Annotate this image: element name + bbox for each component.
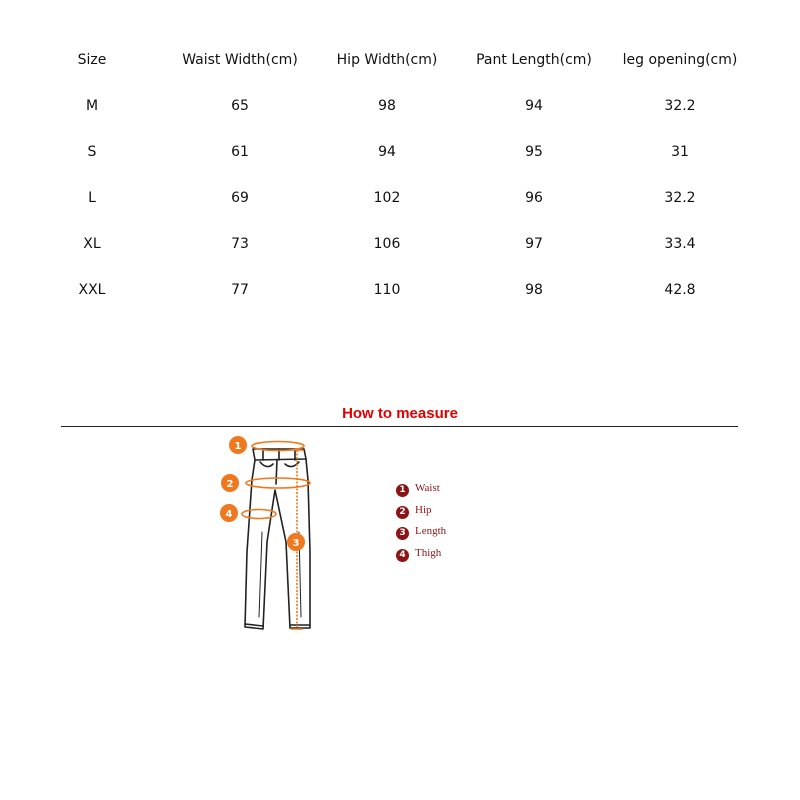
leg-opening-cell: 33.4: [664, 236, 696, 252]
table-row: [20, 178, 780, 218]
leg-opening-cell: 32.2: [664, 190, 696, 206]
legend-label: Hip: [415, 503, 432, 516]
header-size: Size: [77, 52, 107, 68]
size-cell: M: [85, 98, 99, 114]
marker-1: [229, 436, 247, 454]
legend-number: 1: [396, 484, 409, 497]
length-cell: 98: [525, 282, 543, 298]
legend-label: Length: [415, 525, 447, 537]
header-leg-opening: leg opening(cm): [622, 52, 738, 68]
size-cell: XXL: [78, 282, 106, 298]
legend-number: 3: [396, 527, 409, 540]
header-waist-width: Waist Width(cm): [182, 52, 298, 68]
leg-opening-cell: 31: [671, 144, 689, 160]
how-to-measure-title: How to measure: [342, 405, 458, 422]
hip-cell: 110: [373, 282, 401, 298]
marker-1-label: 1: [234, 441, 242, 452]
section-divider: [61, 426, 738, 427]
length-cell: 96: [525, 190, 543, 206]
length-cell: 97: [525, 236, 543, 252]
length-cell: 94: [525, 98, 543, 114]
hip-cell: 102: [373, 190, 401, 206]
table-row: [20, 86, 780, 126]
waist-cell: 69: [231, 190, 249, 206]
table-header-row: [20, 40, 780, 80]
legend-label: Thigh: [415, 546, 442, 559]
legend-number: 2: [396, 506, 409, 519]
waist-cell: 73: [231, 236, 249, 252]
hip-cell: 94: [378, 144, 396, 160]
hip-cell: 106: [373, 236, 401, 252]
table-row: [20, 270, 780, 310]
marker-4: [220, 504, 238, 522]
waist-cell: 61: [231, 144, 249, 160]
header-hip-width: Hip Width(cm): [336, 52, 438, 68]
header-pant-length: Pant Length(cm): [476, 52, 592, 68]
marker-2-label: 2: [226, 479, 234, 490]
hip-cell: 98: [378, 98, 396, 114]
size-cell: S: [87, 144, 97, 160]
legend-number: 4: [396, 549, 409, 562]
leg-opening-cell: 32.2: [664, 98, 696, 114]
marker-2: [221, 474, 239, 492]
legend-label: Waist: [415, 482, 440, 494]
leg-opening-cell: 42.8: [664, 282, 696, 298]
waist-cell: 77: [231, 282, 249, 298]
marker-3-label: 3: [292, 538, 300, 549]
marker-3: [287, 533, 305, 551]
table-row: [20, 224, 780, 264]
pants-measurement-figure: [215, 432, 325, 637]
table-row: [20, 132, 780, 172]
size-cell: L: [88, 190, 96, 206]
marker-4-label: 4: [225, 509, 233, 520]
waist-cell: 65: [231, 98, 249, 114]
length-cell: 95: [525, 144, 543, 160]
size-cell: XL: [83, 236, 101, 252]
